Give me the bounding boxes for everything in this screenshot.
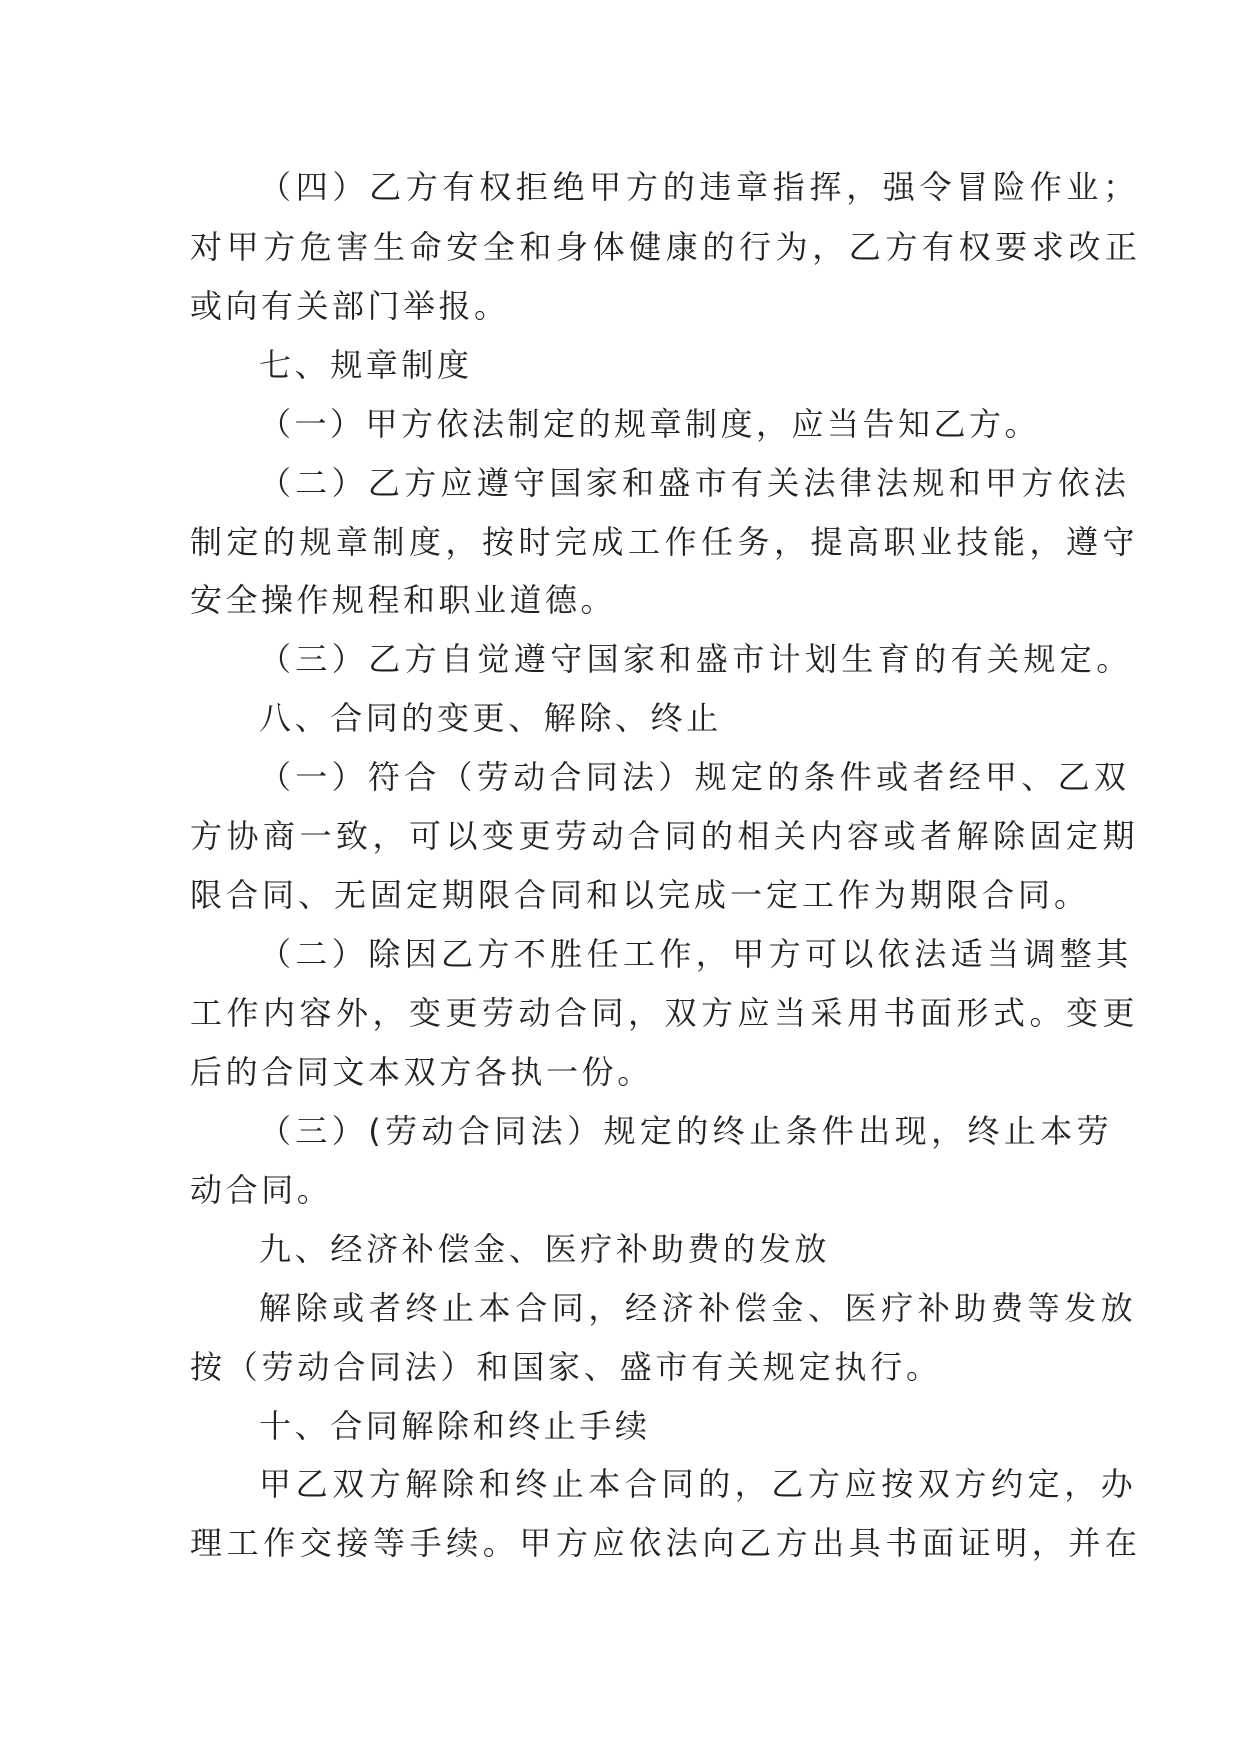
clause-8-2-line-2: 工作内容外，变更劳动合同，双方应当采用书面形式。变更 <box>190 994 1140 1032</box>
clause-7-3-line-1: （三）乙方自觉遵守国家和盛市计划生育的有关规定。 <box>259 640 1133 678</box>
section-9-body-line-2: 按（劳动合同法）和国家、盛市有关规定执行。 <box>190 1348 942 1386</box>
clause-6-4-line-1: （四）乙方有权拒绝甲方的违章指挥，强令冒险作业； <box>259 168 1140 206</box>
clause-7-2-line-2: 制定的规章制度，按时完成工作任务，提高职业技能，遵守 <box>190 523 1140 561</box>
section-9-body-line-1: 解除或者终止本合同，经济补偿金、医疗补助费等发放 <box>259 1289 1138 1327</box>
section-10-body-line-2: 理工作交接等手续。甲方应依法向乙方出具书面证明，并在 <box>190 1524 1142 1562</box>
clause-7-2-line-3: 安全操作规程和职业道德。 <box>190 581 617 619</box>
section-10-body-line-1: 甲乙双方解除和终止本合同的，乙方应按双方约定，办 <box>259 1465 1138 1503</box>
section-8-heading: 八、合同的变更、解除、终止 <box>259 699 722 737</box>
clause-8-2-line-3: 后的合同文本双方各执一份。 <box>190 1053 653 1091</box>
clause-8-3-line-1: （三）(劳动合同法）规定的终止条件出现，终止本劳 <box>259 1112 1114 1150</box>
clause-8-1-line-2: 方协商一致，可以变更劳动合同的相关内容或者解除固定期 <box>190 817 1140 855</box>
section-10-heading: 十、合同解除和终止手续 <box>259 1407 651 1445</box>
section-7-heading: 七、规章制度 <box>259 346 473 384</box>
clause-8-1-line-1: （一）符合（劳动合同法）规定的条件或者经甲、乙双 <box>259 758 1131 796</box>
clause-7-1-line-1: （一）甲方依法制定的规章制度，应当告知乙方。 <box>259 405 1041 443</box>
clause-8-3-line-2: 动合同。 <box>190 1171 333 1209</box>
clause-7-2-line-1: （二）乙方应遵守国家和盛市有关法律法规和甲方依法 <box>259 464 1131 502</box>
clause-6-4-line-2: 对甲方危害生命安全和身体健康的行为，乙方有权要求改正 <box>190 228 1142 266</box>
clause-8-1-line-3: 限合同、无固定期限合同和以完成一定工作为期限合同。 <box>190 876 1091 914</box>
clause-8-2-line-1: （二）除因乙方不胜任工作，甲方可以依法适当调整其 <box>259 935 1133 973</box>
section-9-heading: 九、经济补偿金、医疗补助费的发放 <box>259 1230 831 1268</box>
clause-6-4-line-3: 或向有关部门举报。 <box>190 287 510 325</box>
